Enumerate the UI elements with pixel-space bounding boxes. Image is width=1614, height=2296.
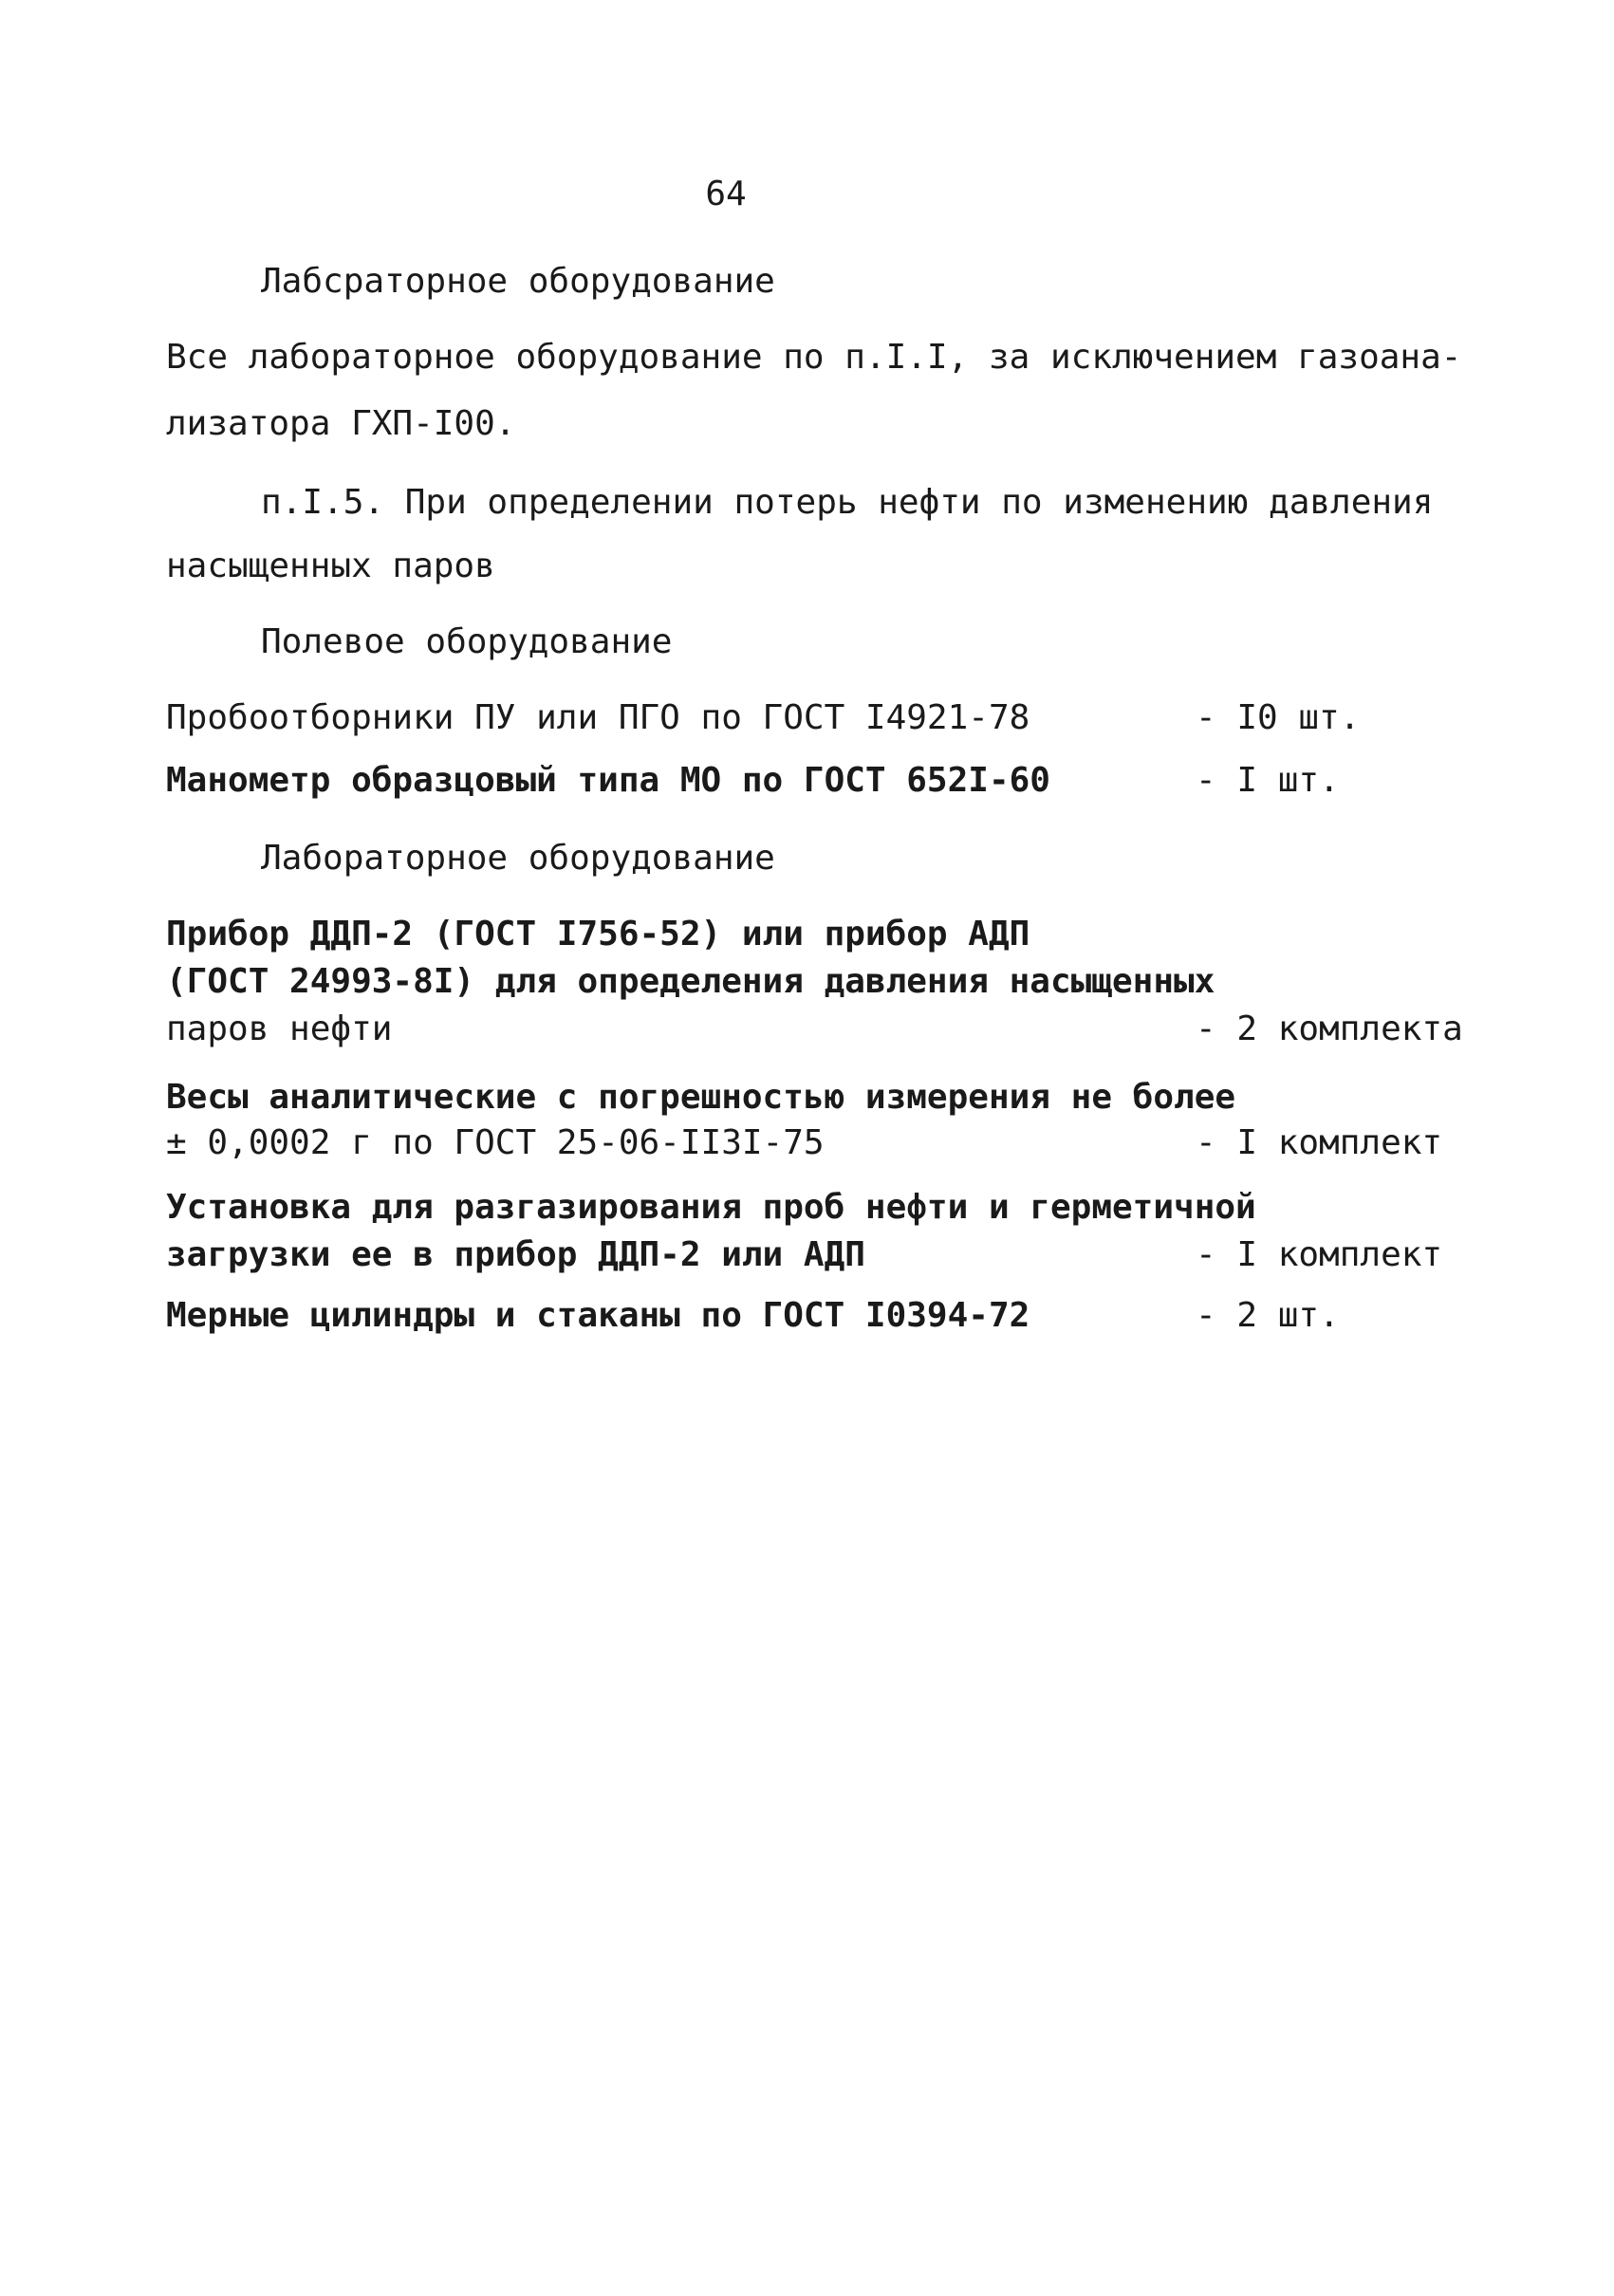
section-title-line: п.I.5. При определении потерь нефти по изменению давления <box>261 483 1434 522</box>
equipment-item-name: Манометр образцовый типа МО по ГОСТ 652I-60 <box>166 761 1050 800</box>
paragraph-line: Все лабораторное оборудование по п.I.I, за исключением газоана- <box>166 338 1462 377</box>
section-title-line: насыщенных паров <box>166 546 495 585</box>
equipment-item-qty: - I комплект <box>1196 1123 1443 1162</box>
equipment-item-line: Весы аналитические с погрешностью измерения не более <box>166 1078 1236 1117</box>
equipment-item-qty: - I шт. <box>1196 761 1340 800</box>
equipment-item-line: Установка для разгазирования проб нефти и герметичной <box>166 1188 1256 1227</box>
equipment-item-qty: - 2 шт. <box>1196 1296 1340 1335</box>
section-heading-lab-1: Лабсраторное оборудование <box>261 262 775 301</box>
equipment-item-name: Пробоотборники ПУ или ПГО по ГОСТ I4921-78 <box>166 698 1030 737</box>
equipment-item-line: (ГОСТ 24993-8I) для определения давления насыщенных <box>166 962 1215 1001</box>
page-number: 64 <box>705 175 747 213</box>
equipment-item-qty: - 2 комплекта <box>1196 1009 1463 1048</box>
section-heading-field: Полевое оборудование <box>261 622 673 661</box>
equipment-item-line: ± 0,0002 г по ГОСТ 25-06-II3I-75 <box>166 1123 825 1162</box>
equipment-item-line: загрузки ее в прибор ДДП-2 или АДП <box>166 1235 865 1274</box>
section-heading-lab-2: Лабораторное оборудование <box>261 839 775 878</box>
paragraph-line: лизатора ГХП-I00. <box>166 404 516 443</box>
equipment-item-name: Мерные цилиндры и стаканы по ГОСТ I0394-72 <box>166 1296 1030 1335</box>
equipment-item-qty: - I комплект <box>1196 1235 1443 1274</box>
equipment-item-line: паров нефти <box>166 1009 393 1048</box>
equipment-item-line: Прибор ДДП-2 (ГОСТ I756-52) или прибор АДП <box>166 915 1030 954</box>
equipment-item-qty: - I0 шт. <box>1196 698 1361 737</box>
